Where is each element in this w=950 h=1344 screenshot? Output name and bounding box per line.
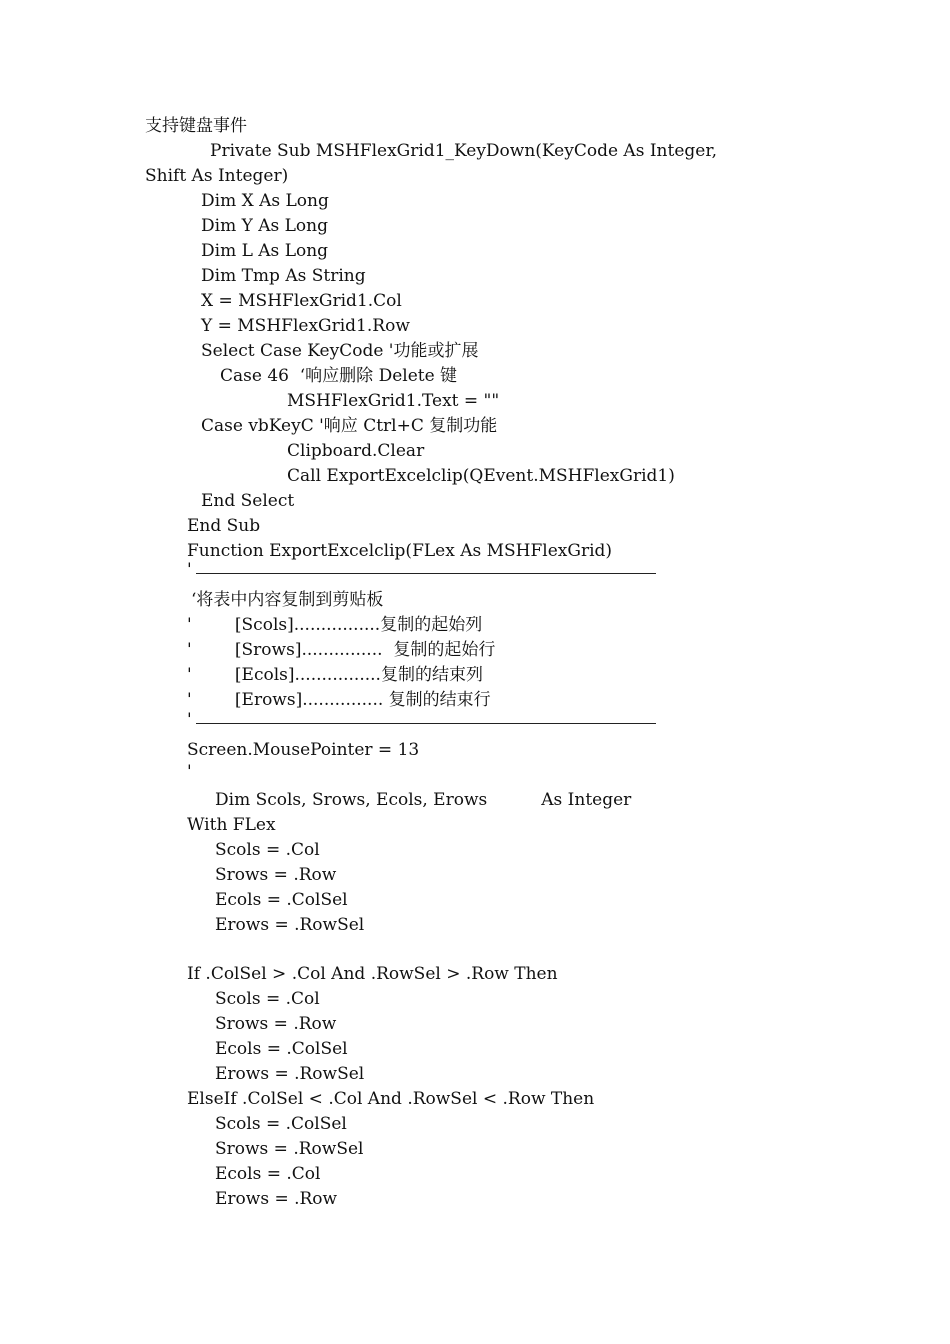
code-line: Dim X As Long <box>201 191 329 211</box>
comment-line: ‘将表中内容复制到剪贴板 <box>191 590 384 610</box>
code-line: Erows = .Row <box>215 1189 338 1209</box>
comment-mark: ' <box>187 710 192 730</box>
code-line: Srows = .RowSel <box>215 1139 364 1159</box>
comment-mark: ' <box>187 762 192 782</box>
comment-line: ' [Srows]............... 复制的起始行 <box>187 640 496 660</box>
code-line: Y = MSHFlexGrid1.Row <box>201 316 410 336</box>
code-line: Erows = .RowSel <box>215 1064 365 1084</box>
code-line: Clipboard.Clear <box>287 441 425 461</box>
code-line: Dim L As Long <box>201 241 329 261</box>
comment-line: ' [Ecols]................复制的结束列 <box>187 665 483 685</box>
code-line: Dim Scols, Srows, Ecols, Erows As Integer <box>215 790 632 810</box>
code-line: End Sub <box>187 516 261 536</box>
code-line: Ecols = .ColSel <box>215 890 348 910</box>
code-line: Dim Tmp As String <box>201 266 366 286</box>
code-line: Srows = .Row <box>215 865 337 885</box>
code-line: Case vbKeyC '响应 Ctrl+C 复制功能 <box>201 416 498 436</box>
code-line: End Select <box>201 491 295 511</box>
heading-keyboard-events: 支持键盘事件 <box>145 116 247 136</box>
comment-line: ' [Scols]................复制的起始列 <box>187 615 483 635</box>
code-line: Scols = .ColSel <box>215 1114 347 1134</box>
code-line: If .ColSel > .Col And .RowSel > .Row Then <box>187 964 558 984</box>
comment-line: ' [Erows]............... 复制的结束行 <box>187 690 491 710</box>
code-line: Private Sub MSHFlexGrid1_KeyDown(KeyCode As Integer, <box>210 141 717 161</box>
comment-divider <box>196 723 656 724</box>
code-line: Case 46 ‘响应删除 Delete 键 <box>220 366 458 386</box>
comment-mark: ' <box>187 560 192 580</box>
code-line: Srows = .Row <box>215 1014 337 1034</box>
code-line: MSHFlexGrid1.Text = "" <box>287 391 500 411</box>
code-line: Erows = .RowSel <box>215 915 365 935</box>
code-line: Select Case KeyCode '功能或扩展 <box>201 341 479 361</box>
code-line: Scols = .Col <box>215 840 320 860</box>
code-line: Function ExportExcelclip(FLex As MSHFlexGrid) <box>187 541 613 561</box>
code-line: Screen.MousePointer = 13 <box>187 740 420 760</box>
code-line: Dim Y As Long <box>201 216 328 236</box>
code-line: Scols = .Col <box>215 989 320 1009</box>
code-line: ElseIf .ColSel < .Col And .RowSel < .Row Then <box>187 1089 595 1109</box>
comment-divider <box>196 573 656 574</box>
code-line: With FLex <box>187 815 276 835</box>
code-line: X = MSHFlexGrid1.Col <box>201 291 402 311</box>
code-line: Shift As Integer) <box>145 166 289 186</box>
code-line: Ecols = .Col <box>215 1164 321 1184</box>
code-line: Ecols = .ColSel <box>215 1039 348 1059</box>
code-line: Call ExportExcelclip(QEvent.MSHFlexGrid1) <box>287 466 675 486</box>
